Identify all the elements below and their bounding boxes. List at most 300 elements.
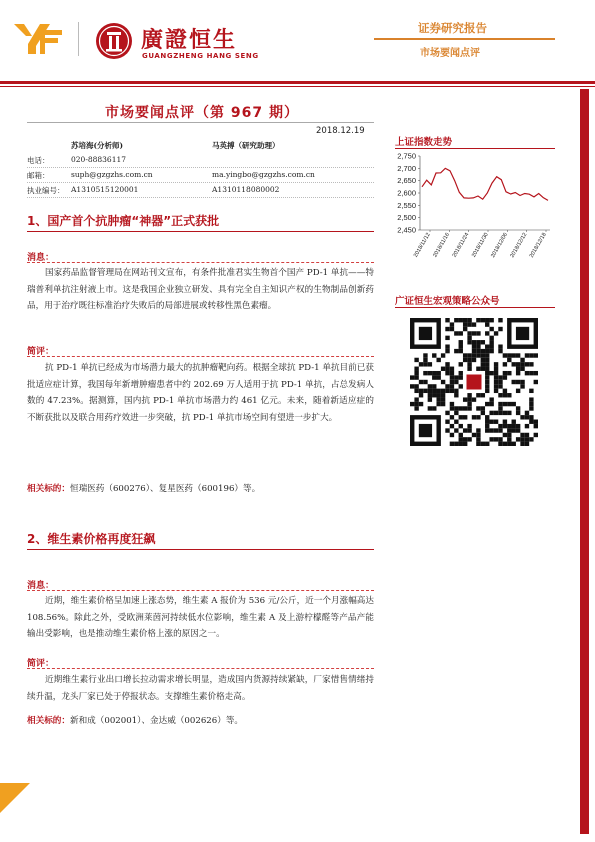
- assistant-name: 马英搏（研究助理）: [212, 141, 280, 150]
- qr-module: [450, 367, 454, 371]
- qr-module: [489, 349, 493, 353]
- qr-finder: [516, 327, 529, 340]
- qr-module: [507, 442, 511, 446]
- qr-module: [498, 327, 502, 331]
- qr-module: [503, 375, 507, 379]
- qr-module: [463, 327, 467, 331]
- qr-module: [525, 437, 529, 441]
- qr-module: [476, 406, 480, 410]
- qr-module: [476, 428, 480, 432]
- qr-module: [414, 375, 418, 379]
- qr-module: [485, 415, 489, 419]
- section-1-news-rule: [27, 262, 374, 263]
- qr-module: [467, 406, 471, 410]
- qr-module: [520, 437, 524, 441]
- qr-module: [414, 406, 418, 410]
- qr-module: [450, 389, 454, 393]
- y-tick-label: 2,450: [397, 225, 416, 235]
- qr-module: [428, 406, 432, 410]
- contact-row-license: [27, 183, 374, 198]
- section-2-related-text: 新和成（002001）、金达威（002626）等。: [69, 716, 244, 726]
- qr-module: [419, 402, 423, 406]
- section-1-comment-rule: [27, 356, 374, 357]
- qr-module: [534, 424, 538, 428]
- qr-module: [445, 420, 449, 424]
- qr-module: [503, 411, 507, 415]
- qr-module: [503, 402, 507, 406]
- qr-module: [463, 353, 467, 357]
- qr-module: [494, 437, 498, 441]
- qr-module: [525, 415, 529, 419]
- qr-module: [529, 371, 533, 375]
- qr-module: [428, 397, 432, 401]
- qr-module: [498, 380, 502, 384]
- qr-module: [512, 424, 516, 428]
- qr-module: [534, 380, 538, 384]
- qr-module: [481, 353, 485, 357]
- qr-module: [520, 367, 524, 371]
- qr-module: [503, 393, 507, 397]
- qr-module: [463, 322, 467, 326]
- qr-module: [485, 371, 489, 375]
- corner-triangle: [0, 783, 30, 813]
- analyst-license: A1310515120001: [71, 185, 139, 194]
- qr-module: [467, 340, 471, 344]
- qr-module: [485, 318, 489, 322]
- qr-module: [489, 402, 493, 406]
- qr-module: [467, 393, 471, 397]
- analyst-email[interactable]: suph@gzgzhs.com.cn: [71, 170, 153, 179]
- y-tick-label: 2,550: [397, 200, 416, 210]
- x-tick-label: 2018/12/18: [528, 232, 548, 259]
- qr-module: [520, 415, 524, 419]
- qr-module: [450, 442, 454, 446]
- qr-module: [507, 411, 511, 415]
- qr-module: [494, 420, 498, 424]
- contact-table: [27, 138, 374, 198]
- qr-module: [428, 362, 432, 366]
- brand-name-cn: 廣證恒生: [141, 28, 238, 53]
- qr-module: [454, 331, 458, 335]
- contact-label: 执业编号：: [27, 186, 65, 195]
- x-tick-label: 2018/11/12: [412, 232, 432, 259]
- qr-module: [529, 389, 533, 393]
- qr-module: [445, 389, 449, 393]
- qr-module: [450, 371, 454, 375]
- qr-module: [472, 415, 476, 419]
- qr-module: [485, 362, 489, 366]
- qr-module: [445, 327, 449, 331]
- qr-module: [467, 402, 471, 406]
- qr-module: [481, 393, 485, 397]
- qr-module: [520, 384, 524, 388]
- qr-module: [481, 411, 485, 415]
- qr-module: [414, 389, 418, 393]
- qr-module: [481, 340, 485, 344]
- qr-module: [485, 420, 489, 424]
- qr-module: [450, 424, 454, 428]
- section-1-title: 1、国产首个抗肿瘤“神器”正式获批: [27, 214, 220, 228]
- qr-module: [463, 397, 467, 401]
- qr-module: [516, 406, 520, 410]
- qr-module: [423, 371, 427, 375]
- qr-module: [494, 411, 498, 415]
- report-date: 2018.12.19: [316, 126, 365, 136]
- assistant-license: A1310118080002: [212, 185, 280, 194]
- qr-module: [512, 353, 516, 357]
- qr-module: [414, 358, 418, 362]
- qr-module: [494, 371, 498, 375]
- qr-module: [423, 358, 427, 362]
- qr-module: [507, 353, 511, 357]
- qr-module: [459, 433, 463, 437]
- qr-module: [489, 340, 493, 344]
- qr-module: [472, 397, 476, 401]
- qr-module: [441, 353, 445, 357]
- qr-center-logo: [466, 374, 481, 389]
- qr-module: [459, 331, 463, 335]
- logo-divider: [78, 22, 79, 56]
- qr-module: [472, 340, 476, 344]
- qr-module: [485, 384, 489, 388]
- qr-module: [450, 380, 454, 384]
- qr-module: [529, 415, 533, 419]
- qr-module: [450, 384, 454, 388]
- contact-row-phone: [27, 153, 374, 168]
- qr-module: [534, 371, 538, 375]
- yf-logo-icon: [14, 24, 62, 54]
- analyst-phone: 020-88836117: [71, 155, 127, 164]
- qr-module: [445, 367, 449, 371]
- qr-module: [423, 380, 427, 384]
- qr-module: [414, 367, 418, 371]
- qr-module: [450, 406, 454, 410]
- qr-module: [498, 375, 502, 379]
- qr-module: [414, 402, 418, 406]
- contact-names-row: [27, 138, 374, 153]
- qr-module: [529, 397, 533, 401]
- report-subtitle: 市场要闻点评: [420, 48, 480, 59]
- qr-module: [472, 433, 476, 437]
- qr-module: [494, 380, 498, 384]
- qr-module: [529, 406, 533, 410]
- qr-title-rule: [395, 307, 555, 308]
- qr-module: [410, 384, 414, 388]
- section-1-comment-label: 简评：: [27, 347, 55, 357]
- qr-module: [463, 442, 467, 446]
- qr-module: [454, 380, 458, 384]
- section-1-news-text: 国家药品监督管理局在网站刊文宣布，有条件批准君实生物首个国产 PD-1 单抗——特瑞普利单抗注射液上市。这是我国企业独立研发、具有完全自主知识产权的生物制品创新药品，用于治疗既往标准治疗失败后的局部进展或转移性黑色素瘤。: [27, 268, 374, 311]
- qr-module: [467, 437, 471, 441]
- qr-module: [472, 344, 476, 348]
- qr-module: [489, 344, 493, 348]
- qr-module: [445, 384, 449, 388]
- qr-module: [512, 380, 516, 384]
- qr-module: [525, 353, 529, 357]
- qr-module: [516, 424, 520, 428]
- qr-module: [467, 331, 471, 335]
- qr-module: [476, 415, 480, 419]
- qr-module: [507, 428, 511, 432]
- qr-module: [503, 389, 507, 393]
- section-1-comment-text: 抗 PD-1 单抗已经成为市场潜力最大的抗肿瘤靶向药。根据全球抗 PD-1 单抗目前已获批适应症计算，我国每年新增肿瘤患者中约 202.69 万人适用于抗 PD-1 单抗，占总发病人数的 47.23%。据测算，国内抗 PD-1 单抗市场潜力约 461 亿元。未来，随着新适应症的不断获批以及联合用药疗效进一步突破，抗 PD-1 单抗市场空间有望进一步扩大。: [27, 363, 374, 423]
- qr-module: [472, 331, 476, 335]
- qr-module: [507, 402, 511, 406]
- qr-module: [459, 349, 463, 353]
- qr-module: [467, 397, 471, 401]
- qr-module: [534, 433, 538, 437]
- qr-module: [485, 349, 489, 353]
- qr-module: [450, 322, 454, 326]
- section-2-rule: [27, 549, 374, 550]
- qr-module: [507, 371, 511, 375]
- qr-module: [529, 353, 533, 357]
- qr-module: [436, 402, 440, 406]
- qr-module: [485, 442, 489, 446]
- issue-title: 市场要闻点评（第 967 期）: [105, 105, 299, 121]
- qr-module: [498, 424, 502, 428]
- qr-module: [503, 442, 507, 446]
- qr-module: [485, 428, 489, 432]
- y-tick-label: 2,600: [397, 188, 416, 198]
- qr-module: [445, 349, 449, 353]
- qr-module: [516, 367, 520, 371]
- qr-module: [498, 384, 502, 388]
- qr-module: [516, 437, 520, 441]
- qr-module: [507, 358, 511, 362]
- brand-name-en: GUANGZHENG HANG SENG: [142, 52, 259, 60]
- qr-module: [459, 318, 463, 322]
- qr-module: [432, 389, 436, 393]
- qr-module: [512, 442, 516, 446]
- qr-module: [525, 371, 529, 375]
- qr-module: [485, 358, 489, 362]
- qr-module: [494, 331, 498, 335]
- qr-module: [459, 344, 463, 348]
- qr-module: [503, 433, 507, 437]
- qr-module: [441, 397, 445, 401]
- qr-module: [489, 327, 493, 331]
- qr-module: [481, 362, 485, 366]
- qr-module: [476, 349, 480, 353]
- qr-module: [494, 367, 498, 371]
- qr-module: [459, 384, 463, 388]
- qr-module: [467, 428, 471, 432]
- top-rule-thin: [0, 86, 595, 87]
- qr-module: [441, 389, 445, 393]
- qr-module: [512, 420, 516, 424]
- qr-module: [414, 384, 418, 388]
- qr-module: [459, 437, 463, 441]
- qr-module: [432, 371, 436, 375]
- qr-module: [432, 406, 436, 410]
- qr-module: [498, 318, 502, 322]
- section-1-news-label: 消息：: [27, 253, 55, 263]
- right-side-bar: [580, 89, 589, 834]
- qr-module: [516, 371, 520, 375]
- qr-module: [414, 371, 418, 375]
- x-tick-label: 2018/11/16: [432, 232, 452, 259]
- qr-module: [494, 362, 498, 366]
- qr-module: [476, 433, 480, 437]
- x-tick-label: 2018/11/30: [470, 232, 490, 259]
- qr-module: [498, 402, 502, 406]
- qr-module: [441, 380, 445, 384]
- qr-title: 广证恒生宏观策略公众号: [395, 296, 500, 307]
- qr-module: [441, 393, 445, 397]
- qr-module: [450, 375, 454, 379]
- qr-module: [507, 424, 511, 428]
- qr-module: [428, 384, 432, 388]
- qr-module: [436, 397, 440, 401]
- section-2-comment-text: 近期维生素行业出口增长拉动需求增长明显，造成国内货源持续紧缺，厂家惜售情绪持续升温，龙头厂家已处于停报状态。支撑维生素价格走高。: [27, 675, 374, 702]
- qr-module: [445, 362, 449, 366]
- qr-module: [419, 389, 423, 393]
- analyst-name: 苏培海(分析师): [71, 141, 124, 150]
- qr-module: [423, 389, 427, 393]
- qr-module: [485, 344, 489, 348]
- contact-label: 电话：: [27, 156, 50, 165]
- qr-module: [472, 353, 476, 357]
- qr-module: [481, 406, 485, 410]
- section-2-comment-rule: [27, 668, 374, 669]
- qr-module: [485, 322, 489, 326]
- x-tick-label: 2018/12/12: [509, 232, 529, 259]
- qr-module: [436, 393, 440, 397]
- qr-module: [516, 362, 520, 366]
- y-tick-label: 2,700: [397, 163, 416, 173]
- section-2-news-rule: [27, 590, 374, 591]
- qr-module: [489, 318, 493, 322]
- qr-code-icon[interactable]: [410, 318, 538, 446]
- qr-module: [520, 433, 524, 437]
- qr-module: [472, 358, 476, 362]
- qr-module: [503, 353, 507, 357]
- qr-module: [485, 375, 489, 379]
- qr-module: [489, 371, 493, 375]
- qr-module: [454, 428, 458, 432]
- qr-module: [520, 358, 524, 362]
- qr-module: [529, 402, 533, 406]
- qr-module: [445, 344, 449, 348]
- qr-module: [436, 375, 440, 379]
- index-series-line: [422, 168, 548, 200]
- qr-module: [520, 362, 524, 366]
- qr-module: [485, 402, 489, 406]
- qr-module: [498, 406, 502, 410]
- qr-module: [410, 375, 414, 379]
- section-1-rule: [27, 231, 374, 232]
- qr-module: [467, 353, 471, 357]
- index-chart: [390, 150, 560, 270]
- qr-module: [485, 331, 489, 335]
- qr-module: [459, 442, 463, 446]
- qr-module: [485, 367, 489, 371]
- qr-module: [441, 367, 445, 371]
- qr-module: [445, 371, 449, 375]
- section-2-related-label: 相关标的：: [27, 716, 70, 726]
- qr-module: [445, 428, 449, 432]
- qr-module: [498, 437, 502, 441]
- qr-module: [428, 393, 432, 397]
- qr-module: [419, 362, 423, 366]
- section-2-news-text: 近期，维生素价格呈加速上涨态势，维生素 A 报价为 536 元/公斤，近一个月涨幅高达 108.56%。除此之外，受欧洲莱茵河持续低水位影响，维生素 A 及上游柠檬醛等产品产能输出受影响，也是推动维生素价格上涨的原因之一。: [27, 596, 374, 639]
- qr-module: [467, 322, 471, 326]
- y-tick-label: 2,750: [397, 151, 416, 161]
- qr-module: [450, 433, 454, 437]
- title-rule: [27, 122, 374, 123]
- qr-module: [481, 442, 485, 446]
- qr-module: [476, 344, 480, 348]
- qr-module: [436, 358, 440, 362]
- qr-module: [450, 327, 454, 331]
- qr-module: [485, 380, 489, 384]
- x-tick-label: 2018/12/06: [490, 232, 510, 259]
- qr-module: [454, 411, 458, 415]
- qr-module: [454, 406, 458, 410]
- qr-module: [489, 428, 493, 432]
- qr-module: [476, 367, 480, 371]
- qr-module: [423, 362, 427, 366]
- qr-module: [525, 411, 529, 415]
- qr-module: [489, 336, 493, 340]
- qr-module: [476, 318, 480, 322]
- qr-module: [472, 349, 476, 353]
- qr-module: [476, 353, 480, 357]
- qr-module: [498, 344, 502, 348]
- qr-module: [467, 424, 471, 428]
- qr-module: [512, 362, 516, 366]
- qr-module: [454, 349, 458, 353]
- qr-module: [454, 318, 458, 322]
- qr-module: [516, 411, 520, 415]
- qr-module: [428, 389, 432, 393]
- qr-module: [489, 411, 493, 415]
- assistant-email[interactable]: ma.yingbo@gzgzhs.com.cn: [212, 170, 315, 179]
- qr-module: [454, 375, 458, 379]
- qr-module: [445, 336, 449, 340]
- qr-module: [516, 428, 520, 432]
- qr-module: [476, 442, 480, 446]
- qr-module: [476, 340, 480, 344]
- section-2-title: 2、维生素价格再度狂飙: [27, 532, 156, 546]
- qr-module: [489, 397, 493, 401]
- seal-logo-icon: [95, 22, 133, 60]
- qr-module: [481, 358, 485, 362]
- section-1-related: [27, 482, 260, 494]
- qr-module: [459, 406, 463, 410]
- section-2-comment-label: 简评：: [27, 659, 55, 669]
- contact-row-email: [27, 168, 374, 183]
- qr-module: [410, 402, 414, 406]
- qr-module: [494, 375, 498, 379]
- qr-module: [516, 380, 520, 384]
- qr-module: [459, 424, 463, 428]
- qr-module: [419, 393, 423, 397]
- qr-module: [467, 318, 471, 322]
- qr-module: [498, 442, 502, 446]
- qr-module: [525, 442, 529, 446]
- qr-module: [485, 424, 489, 428]
- qr-module: [436, 389, 440, 393]
- contact-label: 邮箱：: [27, 171, 50, 180]
- qr-module: [419, 380, 423, 384]
- qr-module: [467, 336, 471, 340]
- qr-module: [423, 353, 427, 357]
- qr-module: [454, 442, 458, 446]
- qr-module: [507, 437, 511, 441]
- qr-module: [516, 389, 520, 393]
